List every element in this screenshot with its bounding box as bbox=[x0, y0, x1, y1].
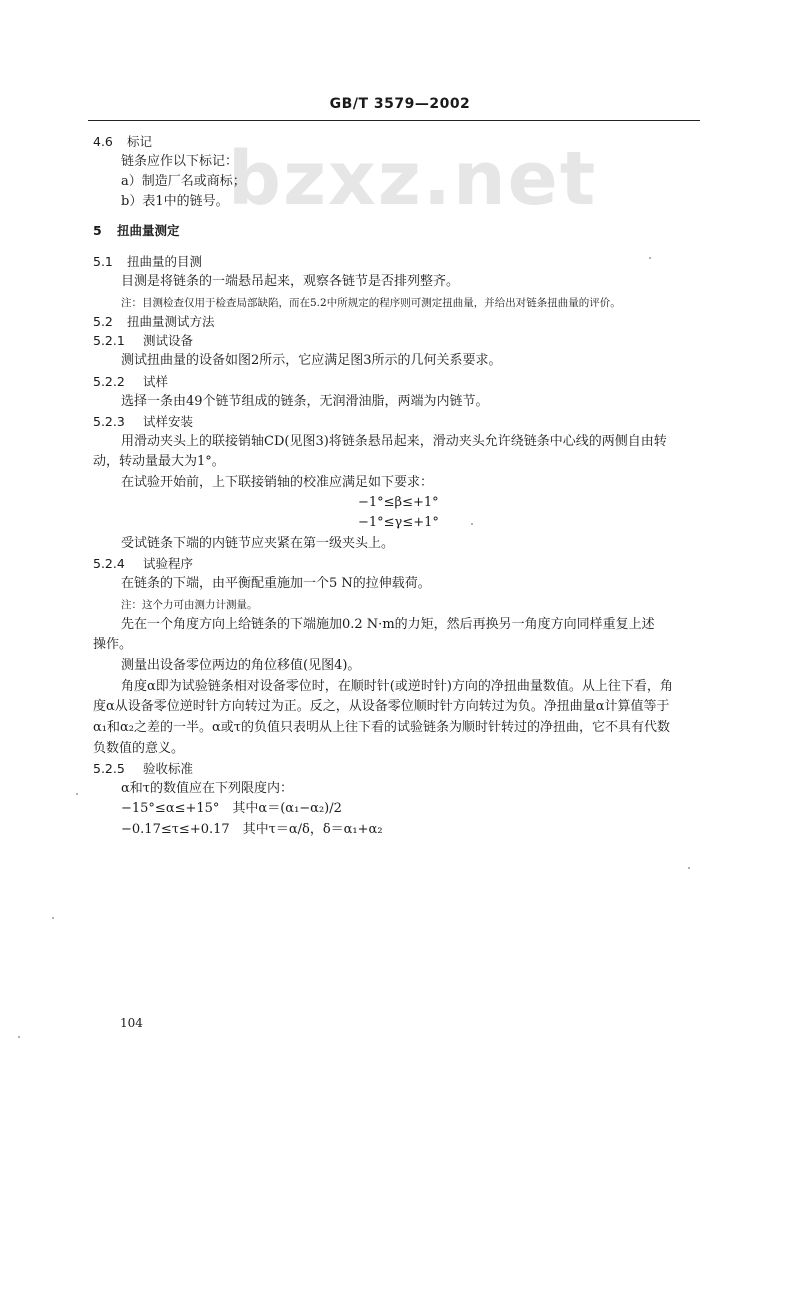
section-number: 5.2.3 bbox=[93, 414, 125, 429]
page-number: 104 bbox=[120, 1016, 143, 1030]
paragraph-line: 度α从设备零位逆时针方向转过为正。反之，从设备零位顺时针方向转过为负。净扭曲量α计算值等于 bbox=[93, 699, 670, 714]
acceptance-formula-tau: −0.17≤τ≤+0.17 其中τ＝α/δ，δ＝α₁+α₂ bbox=[121, 822, 383, 837]
paragraph-line: 选择一条由49个链节组成的链条，无润滑油脂，两端为内链节。 bbox=[121, 394, 489, 409]
watermark: bzxz.net bbox=[228, 136, 598, 222]
section-heading-4-6 bbox=[93, 133, 152, 151]
section-title: 试验程序 bbox=[143, 556, 194, 571]
section-heading-5-2-4 bbox=[93, 555, 193, 573]
section-title: 扭曲量的目测 bbox=[127, 254, 203, 269]
page-header: GB/T 3579—2002 bbox=[329, 96, 471, 112]
paragraph-line: 角度α即为试验链条相对设备零位时，在顺时针(或逆时针)方向的净扭曲量数值。从上往下看，角 bbox=[121, 679, 673, 694]
paragraph-line: 受试链条下端的内链节应夹紧在第一级夹头上。 bbox=[121, 536, 395, 551]
section-heading-5-1 bbox=[93, 253, 202, 271]
section-heading-5 bbox=[93, 222, 180, 240]
scan-speck bbox=[52, 917, 54, 919]
paragraph-line: 在试验开始前，上下联接销轴的校准应满足如下要求： bbox=[121, 475, 434, 490]
section-number: 5.2 bbox=[93, 314, 113, 329]
section-heading-5-2-1 bbox=[93, 332, 193, 350]
scan-speck bbox=[649, 257, 651, 259]
note: 注：这个力可由测力计测量。 bbox=[121, 599, 258, 611]
section-heading-5-2-3 bbox=[93, 413, 193, 431]
paragraph-line: 用滑动夹头上的联接销轴CD(见图3)将链条悬吊起来，滑动夹头允许绕链条中心线的两侧自由转 bbox=[121, 434, 667, 449]
paragraph-line: 先在一个角度方向上给链条的下端施加0.2 N·m的力矩，然后再换另一角度方向同样重复上述 bbox=[121, 617, 655, 632]
section-title: 试样 bbox=[143, 374, 169, 389]
section-heading-5-2-2 bbox=[93, 373, 168, 391]
section-number: 5.2.5 bbox=[93, 761, 125, 776]
section-title: 标记 bbox=[127, 134, 153, 149]
paragraph-line: α和τ的数值应在下列限度内： bbox=[121, 781, 293, 796]
section-title: 扭曲量测试方法 bbox=[127, 314, 215, 329]
note: 注：目测检查仅用于检查局部缺陷，而在5.2中所规定的程序则可测定扭曲量，并给出对链条扭曲量的评价。 bbox=[121, 297, 621, 309]
section-number: 5.2.4 bbox=[93, 556, 125, 571]
section-title: 试样安装 bbox=[143, 414, 194, 429]
paragraph-line: 在链条的下端，由平衡配重施加一个5 N的拉伸载荷。 bbox=[121, 576, 431, 591]
acceptance-formula-alpha: −15°≤α≤+15° 其中α＝(α₁−α₂)/2 bbox=[121, 801, 342, 816]
section-number: 5.1 bbox=[93, 254, 113, 269]
paragraph-line: 负数值的意义。 bbox=[93, 741, 185, 756]
scan-speck bbox=[688, 867, 690, 869]
paragraph-line: 测量出设备零位两边的角位移值(见图4)。 bbox=[121, 658, 361, 673]
section-number: 5 bbox=[93, 223, 102, 238]
list-item-b: b）表1中的链号。 bbox=[121, 194, 229, 209]
formula-gamma: −1°≤γ≤+1° bbox=[358, 515, 439, 530]
section-number: 4.6 bbox=[93, 134, 113, 149]
section-title: 测试设备 bbox=[143, 333, 194, 348]
paragraph-line: 动，转动量最大为1°。 bbox=[93, 454, 225, 469]
section-heading-5-2-5 bbox=[93, 760, 193, 778]
list-item-a: a）制造厂名或商标； bbox=[121, 174, 246, 189]
paragraph-line: 目测是将链条的一端悬吊起来，观察各链节是否排列整齐。 bbox=[121, 274, 460, 289]
header-rule bbox=[88, 120, 700, 121]
paragraph-line: 操作。 bbox=[93, 637, 133, 652]
section-heading-5-2 bbox=[93, 313, 215, 331]
section-number: 5.2.2 bbox=[93, 374, 125, 389]
section-title: 验收标准 bbox=[143, 761, 194, 776]
section-number: 5.2.1 bbox=[93, 333, 125, 348]
formula-beta: −1°≤β≤+1° bbox=[358, 495, 439, 510]
scan-speck bbox=[18, 1036, 20, 1038]
paragraph-line: 链条应作以下标记： bbox=[121, 154, 239, 169]
section-title: 扭曲量测定 bbox=[117, 223, 180, 238]
paragraph-line: α₁和α₂之差的一半。α或τ的负值只表明从上往下看的试验链条为顺时针转过的净扭曲，它不具有代数 bbox=[93, 720, 670, 735]
scan-speck bbox=[76, 793, 78, 795]
scan-speck bbox=[471, 523, 473, 525]
paragraph-line: 测试扭曲量的设备如图2所示，它应满足图3所示的几何关系要求。 bbox=[121, 353, 502, 368]
